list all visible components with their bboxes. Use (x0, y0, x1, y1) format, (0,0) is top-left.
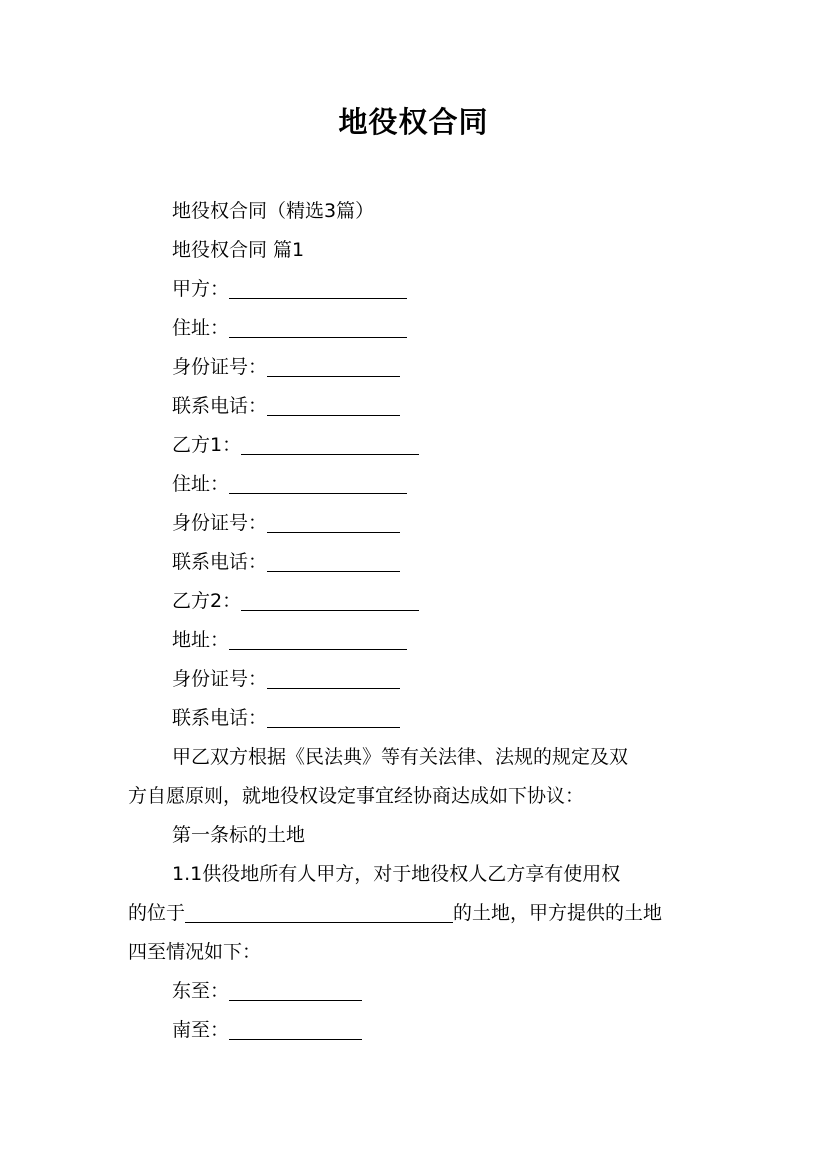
land-location-blank (185, 902, 453, 923)
party-b1-line (128, 426, 704, 465)
party-b2-phone-label: 联系电话： (172, 707, 268, 729)
preamble-line-2: 方自愿原则，就地役权设定事宜经协商达成如下协议： (128, 785, 585, 807)
party-b1-phone-label: 联系电话： (172, 551, 268, 573)
party-b2-blank (241, 590, 419, 611)
party-b2-address-label: 地址： (172, 629, 230, 651)
party-b1-address-blank (229, 473, 407, 494)
document-title: 地役权合同 (338, 105, 489, 139)
party-b1-phone-blank (267, 551, 400, 572)
south-label: 南至： (172, 1019, 230, 1041)
party-a-phone-blank (267, 395, 400, 416)
party-a-phone-label: 联系电话： (172, 395, 268, 417)
party-b2-label: 乙方2： (172, 590, 242, 612)
party-b1-label: 乙方1： (172, 434, 242, 456)
party-a-blank (229, 278, 407, 299)
clause-1-1-line-3: 四至情况如下： (128, 941, 262, 963)
party-b1-id-blank (267, 512, 400, 533)
party-a-id-label: 身份证号： (172, 356, 268, 378)
clause-1-1-post: 的土地，甲方提供的土地 (453, 902, 663, 924)
east-blank (229, 980, 362, 1001)
party-b2-id-line (128, 660, 704, 699)
party-b1-id-line (128, 504, 704, 543)
party-b2-phone-line (128, 699, 704, 738)
party-a-label: 甲方： (172, 278, 230, 300)
preamble-line-1: 甲乙双方根据《民法典》等有关法律、法规的规定及双 (172, 746, 629, 768)
section-heading: 地役权合同 篇1 (172, 239, 305, 261)
clause-1-1-line-1: 1.1供役地所有人甲方，对于地役权人乙方享有使用权 (172, 863, 621, 885)
party-b1-address-line (128, 465, 704, 504)
party-a-phone-line (128, 387, 704, 426)
party-a-id-blank (267, 356, 400, 377)
south-blank (229, 1019, 362, 1040)
party-b2-id-blank (267, 668, 400, 689)
party-a-address-label: 住址： (172, 317, 230, 339)
subtitle-line: 地役权合同（精选3篇） (172, 200, 375, 222)
party-b2-address-line (128, 621, 704, 660)
party-b2-line (128, 582, 704, 621)
party-b2-phone-blank (267, 707, 400, 728)
party-b1-id-label: 身份证号： (172, 512, 268, 534)
document-body (128, 192, 704, 1050)
east-label: 东至： (172, 980, 230, 1002)
clause-1-1-pre: 的位于 (128, 902, 186, 924)
clause-1-1-line-2 (128, 894, 704, 933)
party-a-address-line (128, 309, 704, 348)
party-b1-phone-line (128, 543, 704, 582)
party-b2-id-label: 身份证号： (172, 668, 268, 690)
party-a-id-line (128, 348, 704, 387)
article-1-heading: 第一条标的土地 (172, 824, 306, 846)
south-boundary-line (128, 1011, 704, 1050)
party-a-address-blank (229, 317, 407, 338)
party-b1-address-label: 住址： (172, 473, 230, 495)
party-a-line (128, 270, 704, 309)
party-b1-blank (241, 434, 419, 455)
party-b2-address-blank (229, 629, 407, 650)
east-boundary-line (128, 972, 704, 1011)
